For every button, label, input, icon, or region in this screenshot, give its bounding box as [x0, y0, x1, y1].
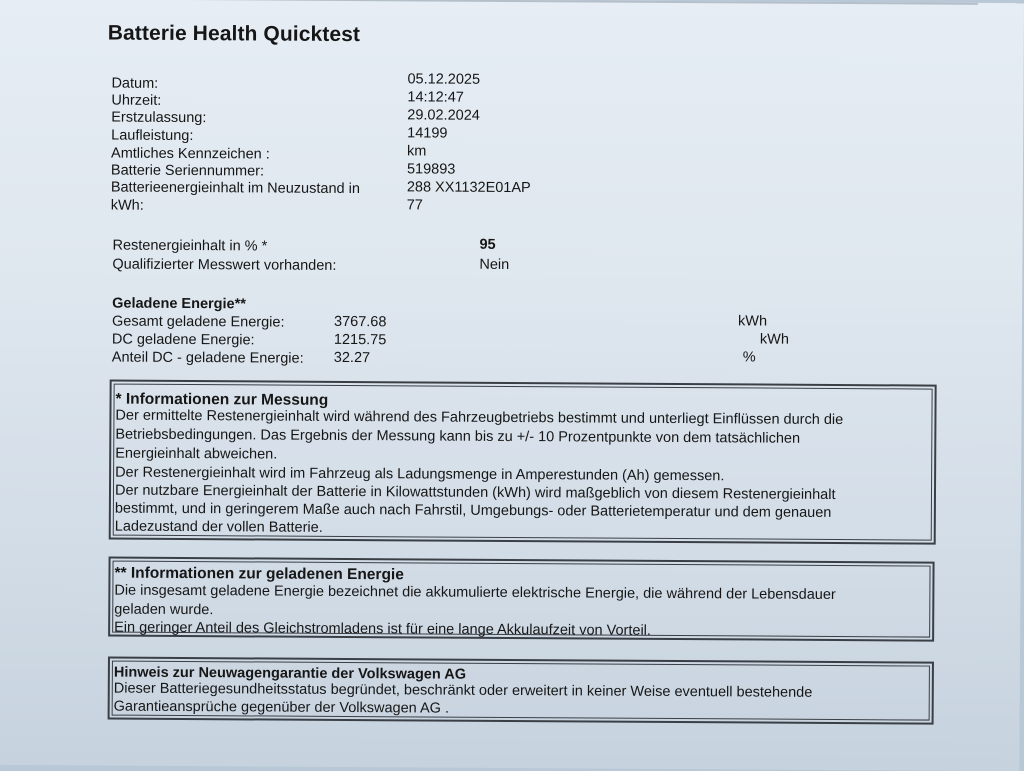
info-box-geladene-energie	[108, 557, 934, 642]
value-kwh: 77	[406, 197, 423, 214]
unit-anteil-dc: %	[742, 349, 756, 366]
label-laufleistung: Laufleistung:	[111, 127, 194, 145]
info-box-messung-line: Energieinhalt abweichen.	[115, 445, 278, 463]
value-restenergieinhalt: 95	[479, 236, 496, 253]
label-energieinhalt-neu: Batterieenergieinhalt im Neuzustand in	[110, 179, 360, 198]
info-box-messung-line: bestimmt, und in geringerem Maße auch nach Fahrstil, Umgebungs- oder Batterietemperatur und dem genauen	[114, 500, 832, 521]
value-qualifizierter-messwert: Nein	[479, 256, 510, 273]
info-box-garantie-title: Hinweis zur Neuwagengarantie der Volkswagen AG	[113, 664, 467, 683]
label-gesamt-energie: Gesamt geladene Energie:	[111, 313, 285, 331]
unit-gesamt-energie: kWh	[737, 313, 768, 330]
value-uhrzeit: 14:12:47	[407, 89, 464, 106]
label-uhrzeit: Uhrzeit:	[111, 92, 162, 109]
value-gesamt-energie: 3767.68	[333, 313, 387, 331]
info-box-messung-line: Ladezustand der vollen Batterie.	[114, 518, 323, 536]
value-energieinhalt-neu: 288 XX1132E01AP	[406, 179, 531, 197]
label-dc-energie: DC geladene Energie:	[111, 331, 255, 349]
info-box-geladene-energie-line: geladen wurde.	[114, 601, 214, 619]
info-box-geladene-energie-line: Ein geringer Anteil des Gleichstromladens ist für eine lange Akkulaufzeit von Vorteil.	[114, 619, 652, 639]
document-title: Batterie Health Quicktest	[107, 21, 361, 47]
info-box-messung-line: Der Restenergieinhalt wird im Fahrzeug als Ladungsmenge in Amperestunden (Ah) gemessen.	[115, 464, 725, 485]
label-erstzulassung: Erstzulassung:	[111, 109, 207, 127]
info-box-garantie	[108, 657, 934, 725]
info-box-garantie-line: Garantieansprüche gegenüber der Volkswagen AG .	[113, 698, 450, 717]
info-box-garantie-line: Dieser Batteriegesundheitsstatus begründet, beschränkt oder erweitert in keiner Weise eventuell bestehende	[113, 680, 813, 701]
unit-dc-energie: kWh	[759, 331, 789, 348]
label-seriennummer: Batterie Seriennummer:	[110, 162, 265, 180]
info-box-geladene-energie-title: ** Informationen zur geladenen Energie	[114, 564, 404, 584]
value-seriennummer: 519893	[406, 161, 456, 178]
value-dc-energie: 1215.75	[333, 331, 387, 349]
value-anteil-dc: 32.27	[333, 349, 371, 367]
info-box-geladene-energie-line: Die insgesamt geladene Energie bezeichnet die akkumulierte elektrische Energie, die während der Lebensdauer	[114, 582, 836, 603]
value-kennzeichen: km	[407, 143, 427, 160]
info-box-messung-line: Der ermittelte Restenergieinhalt wird während des Fahrzeugbetriebs bestimmt und unterliegt Einflüssen durch die	[115, 407, 844, 429]
label-restenergieinhalt: Restenergieinhalt in % *	[112, 237, 268, 255]
info-box-messung-line: Der nutzbare Energieinhalt der Batterie in Kilowattstunden (kWh) wird maßgeblich von diesem Restenergieinhalt	[114, 482, 836, 503]
info-box-messung-line: Betriebsbedingungen. Das Ergebnis der Messung kann bis zu +/- 10 Prozentpunkte von dem tatsächlichen	[115, 426, 801, 447]
top-rule	[108, 0, 978, 5]
label-anteil-dc: Anteil DC - geladene Energie:	[111, 349, 304, 367]
value-datum: 05.12.2025	[407, 71, 481, 88]
label-kennzeichen: Amtliches Kennzeichen :	[111, 145, 270, 163]
label-qualifizierter-messwert: Qualifizierter Messwert vorhanden:	[112, 256, 337, 274]
info-box-messung-title: * Informationen zur Messung	[115, 390, 329, 409]
value-erstzulassung: 29.02.2024	[407, 107, 480, 124]
label-kwh: kWh:	[110, 197, 144, 214]
info-box-messung	[109, 380, 937, 545]
value-laufleistung: 14199	[407, 125, 448, 142]
charged-energy-heading: Geladene Energie**	[112, 295, 246, 313]
label-datum: Datum:	[111, 75, 159, 92]
